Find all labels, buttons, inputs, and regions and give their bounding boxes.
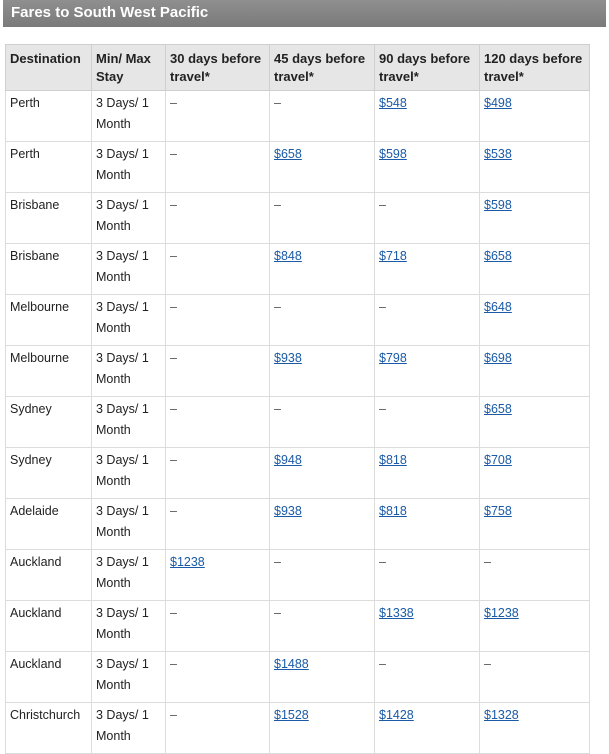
fare-90-days-cell: – <box>375 193 480 244</box>
fare-link[interactable]: $718 <box>379 249 407 263</box>
destination-cell: Melbourne <box>6 346 92 397</box>
fare-30-days-cell: – <box>166 91 270 142</box>
fare-30-days-cell: – <box>166 346 270 397</box>
stay-cell: 3 Days/ 1 Month <box>92 346 166 397</box>
stay-cell: 3 Days/ 1 Month <box>92 397 166 448</box>
table-row <box>6 244 590 295</box>
fare-link[interactable]: $1488 <box>274 657 309 671</box>
table-row <box>6 499 590 550</box>
fare-link[interactable]: $658 <box>274 147 302 161</box>
destination-cell: Sydney <box>6 397 92 448</box>
fare-90-days-cell <box>375 91 480 142</box>
stay-cell: 3 Days/ 1 Month <box>92 193 166 244</box>
fare-link[interactable]: $938 <box>274 351 302 365</box>
destination-cell: Brisbane <box>6 193 92 244</box>
fare-link[interactable]: $1238 <box>170 555 205 569</box>
fare-120-days-cell <box>480 703 590 754</box>
fare-120-days-cell <box>480 397 590 448</box>
fare-link[interactable]: $648 <box>484 300 512 314</box>
fare-120-days-cell <box>480 295 590 346</box>
fare-45-days-cell <box>270 448 375 499</box>
stay-cell: 3 Days/ 1 Month <box>92 499 166 550</box>
fare-link[interactable]: $758 <box>484 504 512 518</box>
fare-90-days-cell <box>375 703 480 754</box>
stay-cell: 3 Days/ 1 Month <box>92 703 166 754</box>
fare-120-days-cell <box>480 499 590 550</box>
fare-45-days-cell <box>270 244 375 295</box>
fare-link[interactable]: $1428 <box>379 708 414 722</box>
fare-link[interactable]: $548 <box>379 96 407 110</box>
fare-45-days-cell: – <box>270 193 375 244</box>
fare-link[interactable]: $658 <box>484 249 512 263</box>
fare-link[interactable]: $538 <box>484 147 512 161</box>
destination-cell: Perth <box>6 91 92 142</box>
fare-45-days-cell <box>270 652 375 703</box>
table-row <box>6 448 590 499</box>
fare-link[interactable]: $818 <box>379 453 407 467</box>
destination-cell: Auckland <box>6 601 92 652</box>
table-header-row <box>6 45 590 91</box>
fare-90-days-cell: – <box>375 295 480 346</box>
fare-90-days-cell <box>375 346 480 397</box>
fare-link[interactable]: $658 <box>484 402 512 416</box>
destination-cell: Melbourne <box>6 295 92 346</box>
table-row <box>6 703 590 754</box>
fare-45-days-cell: – <box>270 91 375 142</box>
fare-45-days-cell <box>270 499 375 550</box>
stay-cell: 3 Days/ 1 Month <box>92 601 166 652</box>
fare-120-days-cell <box>480 91 590 142</box>
fare-90-days-cell <box>375 244 480 295</box>
fare-90-days-cell: – <box>375 397 480 448</box>
fare-120-days-cell <box>480 193 590 244</box>
fare-30-days-cell: – <box>166 244 270 295</box>
table-row <box>6 652 590 703</box>
destination-cell: Auckland <box>6 550 92 601</box>
fare-120-days-cell <box>480 601 590 652</box>
fare-link[interactable]: $938 <box>274 504 302 518</box>
fare-30-days-cell: – <box>166 601 270 652</box>
fare-45-days-cell: – <box>270 295 375 346</box>
table-row <box>6 346 590 397</box>
column-header-45-days: 45 days before travel* <box>270 45 375 91</box>
fare-120-days-cell <box>480 244 590 295</box>
fare-link[interactable]: $948 <box>274 453 302 467</box>
fare-45-days-cell: – <box>270 601 375 652</box>
fare-90-days-cell: – <box>375 652 480 703</box>
column-header-120-days: 120 days before travel* <box>480 45 590 91</box>
table-row <box>6 550 590 601</box>
fare-30-days-cell: – <box>166 142 270 193</box>
table-body <box>6 91 590 754</box>
fare-link[interactable]: $1338 <box>379 606 414 620</box>
fare-120-days-cell: – <box>480 652 590 703</box>
column-header-30-days: 30 days before travel* <box>166 45 270 91</box>
fare-30-days-cell <box>166 550 270 601</box>
fare-30-days-cell: – <box>166 703 270 754</box>
stay-cell: 3 Days/ 1 Month <box>92 91 166 142</box>
fare-90-days-cell <box>375 601 480 652</box>
fare-90-days-cell <box>375 499 480 550</box>
fare-link[interactable]: $598 <box>484 198 512 212</box>
fare-link[interactable]: $598 <box>379 147 407 161</box>
fare-link[interactable]: $498 <box>484 96 512 110</box>
page-title: Fares to South West Pacific <box>3 0 606 27</box>
destination-cell: Brisbane <box>6 244 92 295</box>
fare-30-days-cell: – <box>166 193 270 244</box>
table-row <box>6 601 590 652</box>
fare-30-days-cell: – <box>166 397 270 448</box>
fare-90-days-cell <box>375 142 480 193</box>
fare-120-days-cell <box>480 346 590 397</box>
table-row <box>6 193 590 244</box>
fare-link[interactable]: $1238 <box>484 606 519 620</box>
table-row <box>6 142 590 193</box>
fare-30-days-cell: – <box>166 499 270 550</box>
fare-link[interactable]: $1328 <box>484 708 519 722</box>
fares-table <box>5 44 590 754</box>
fare-120-days-cell: – <box>480 550 590 601</box>
column-header-stay: Min/ Max Stay <box>92 45 166 91</box>
fare-30-days-cell: – <box>166 295 270 346</box>
stay-cell: 3 Days/ 1 Month <box>92 142 166 193</box>
table-row <box>6 397 590 448</box>
fare-link[interactable]: $848 <box>274 249 302 263</box>
fare-45-days-cell <box>270 703 375 754</box>
fare-45-days-cell <box>270 142 375 193</box>
fare-120-days-cell <box>480 448 590 499</box>
destination-cell: Christchurch <box>6 703 92 754</box>
column-header-destination: Destination <box>6 45 92 91</box>
fare-90-days-cell: – <box>375 550 480 601</box>
fare-link[interactable]: $708 <box>484 453 512 467</box>
table-row <box>6 91 590 142</box>
fare-link[interactable]: $818 <box>379 504 407 518</box>
fare-link[interactable]: $698 <box>484 351 512 365</box>
stay-cell: 3 Days/ 1 Month <box>92 244 166 295</box>
stay-cell: 3 Days/ 1 Month <box>92 448 166 499</box>
fare-30-days-cell: – <box>166 652 270 703</box>
destination-cell: Perth <box>6 142 92 193</box>
fare-45-days-cell <box>270 346 375 397</box>
fare-90-days-cell <box>375 448 480 499</box>
destination-cell: Sydney <box>6 448 92 499</box>
stay-cell: 3 Days/ 1 Month <box>92 652 166 703</box>
destination-cell: Adelaide <box>6 499 92 550</box>
fare-link[interactable]: $798 <box>379 351 407 365</box>
stay-cell: 3 Days/ 1 Month <box>92 295 166 346</box>
column-header-90-days: 90 days before travel* <box>375 45 480 91</box>
fare-45-days-cell: – <box>270 550 375 601</box>
stay-cell: 3 Days/ 1 Month <box>92 550 166 601</box>
fare-120-days-cell <box>480 142 590 193</box>
fare-link[interactable]: $1528 <box>274 708 309 722</box>
table-row <box>6 295 590 346</box>
fare-30-days-cell: – <box>166 448 270 499</box>
fare-45-days-cell: – <box>270 397 375 448</box>
destination-cell: Auckland <box>6 652 92 703</box>
